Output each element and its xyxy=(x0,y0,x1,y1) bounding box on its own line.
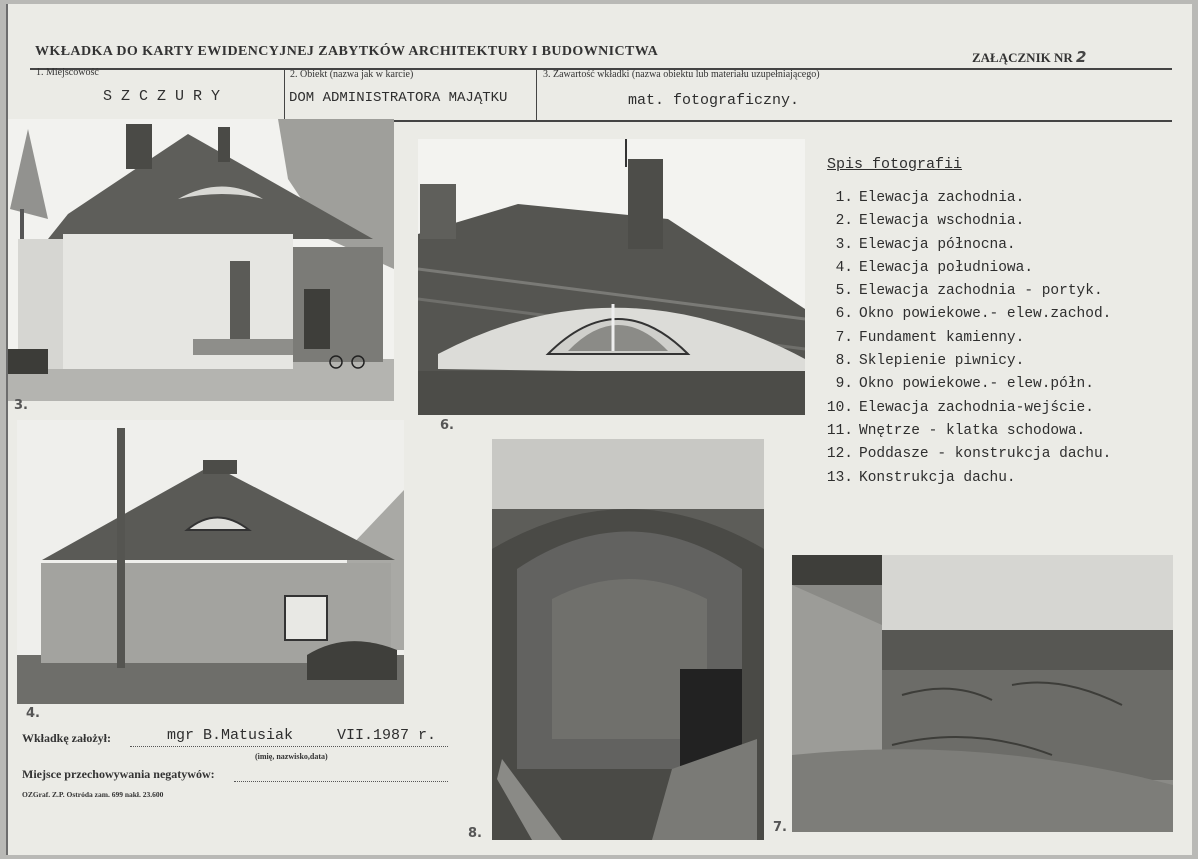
photo-list-item-text: Okno powiekowe.- elew.zachod. xyxy=(859,306,1112,323)
photo-number-6: 6. xyxy=(440,418,454,433)
photo-number-3: 3. xyxy=(14,398,28,413)
photo-number-4: 4. xyxy=(26,706,40,721)
photo-list-item-number: 7. xyxy=(835,329,853,346)
photo-list-item xyxy=(823,237,1111,260)
photo-list-title: Spis fotografii xyxy=(827,156,963,173)
storage-label: Miejsce przechowywania negatywów: xyxy=(22,767,215,781)
content-value: mat. fotograficzny. xyxy=(628,92,800,109)
photo-list-item-number: 11. xyxy=(826,422,853,439)
photo-list-item xyxy=(823,423,1111,446)
card-title: WKŁADKA DO KARTY EWIDENCYJNEJ ZABYTKÓW ARCHITEKTURY I BUDOWNICTWA xyxy=(35,44,659,59)
object-label: 2. Obiekt (nazwa jak w karcie) xyxy=(290,69,414,80)
photo-north-elevation xyxy=(8,119,394,401)
founder-label: Wkładkę założył: xyxy=(22,731,111,745)
photo-list-item xyxy=(823,353,1111,376)
photo-list-item-text: Elewacja zachodnia. xyxy=(859,190,1025,206)
photo-list-item xyxy=(823,190,1111,213)
photo-list-item-number: 5. xyxy=(835,283,853,300)
photo-list-item-text: Okno powiekowe.- elew.półn. xyxy=(859,376,1094,393)
photo-list-item-number: 8. xyxy=(835,353,853,370)
photo-stone-foundation xyxy=(792,555,1173,832)
locality-value: S Z C Z U R Y xyxy=(103,88,221,105)
date-value: VII.1987 r. xyxy=(337,727,437,744)
founder-value: mgr B.Matusiak xyxy=(167,727,294,744)
printer-note: OZGraf. Z.P. Ostróda zam. 699 nakł. 23.600 xyxy=(22,790,164,799)
photo-list-item xyxy=(823,306,1111,329)
photo-number-8: 8. xyxy=(468,826,482,841)
photo-list-item-text: Fundament kamienny. xyxy=(859,329,1025,346)
photo-list-item-number: 4. xyxy=(835,259,853,276)
photo-list-item xyxy=(823,330,1111,353)
photo-eyelid-window-west xyxy=(418,139,805,415)
photo-list-item-text: Poddasze - konstrukcja dachu. xyxy=(859,446,1112,463)
photo-list-item-number: 6. xyxy=(835,306,853,323)
photo-list-item-text: Elewacja północna. xyxy=(859,236,1016,253)
photo-list-item-number: 13. xyxy=(826,469,853,486)
storage-dotted-line xyxy=(234,781,448,782)
photo-list-item-number: 12. xyxy=(826,446,853,463)
photo-list-item-number: 10. xyxy=(826,399,853,416)
photo-list-item-text: Elewacja zachodnia - portyk. xyxy=(859,283,1103,300)
photo-list-item-text: Elewacja wschodnia. xyxy=(859,213,1025,230)
photo-south-elevation xyxy=(17,420,404,704)
photo-number-7: 7. xyxy=(773,820,787,835)
photo-list-item-number: 2. xyxy=(835,213,853,230)
photo-cellar-vault xyxy=(492,439,764,840)
photo-list-item-number: 9. xyxy=(835,376,853,393)
photo-list-item-number: 3. xyxy=(835,236,853,253)
photo-list-item-text: Sklepienie piwnicy. xyxy=(859,353,1025,370)
photo-list-item-text: Elewacja południowa. xyxy=(859,259,1034,276)
photo-list-item xyxy=(823,400,1111,423)
attachment-label: ZAŁĄCZNIK NR xyxy=(972,50,1073,65)
field-divider-1 xyxy=(284,69,285,120)
photo-list-item-text: Konstrukcja dachu. xyxy=(859,469,1016,486)
attachment-number-value: 2 xyxy=(1076,48,1087,66)
photo-list-item xyxy=(823,260,1111,283)
photo-list-item xyxy=(823,470,1111,493)
photo-list-item xyxy=(823,283,1111,306)
field-divider-2 xyxy=(536,69,537,120)
object-value: DOM ADMINISTRATORA MAJĄTKU xyxy=(289,90,508,106)
founder-dotted-line xyxy=(130,746,448,747)
attachment-number xyxy=(972,48,1086,66)
content-label: 3. Zawartość wkładki (nazwa obiektu lub materiału uzupełniającego) xyxy=(543,69,820,80)
photo-list-item xyxy=(823,376,1111,399)
photo-list-item xyxy=(823,213,1111,236)
photo-list-item-text: Wnętrze - klatka schodowa. xyxy=(859,422,1086,439)
photo-list-item xyxy=(823,446,1111,469)
locality-label: 1. Miejscowość xyxy=(36,67,99,78)
photo-list-item-text: Elewacja zachodnia-wejście. xyxy=(859,399,1094,416)
photo-list-item-number: 1. xyxy=(835,190,853,206)
photo-list xyxy=(823,190,1111,493)
founder-note: (imię, nazwisko,data) xyxy=(255,752,328,761)
